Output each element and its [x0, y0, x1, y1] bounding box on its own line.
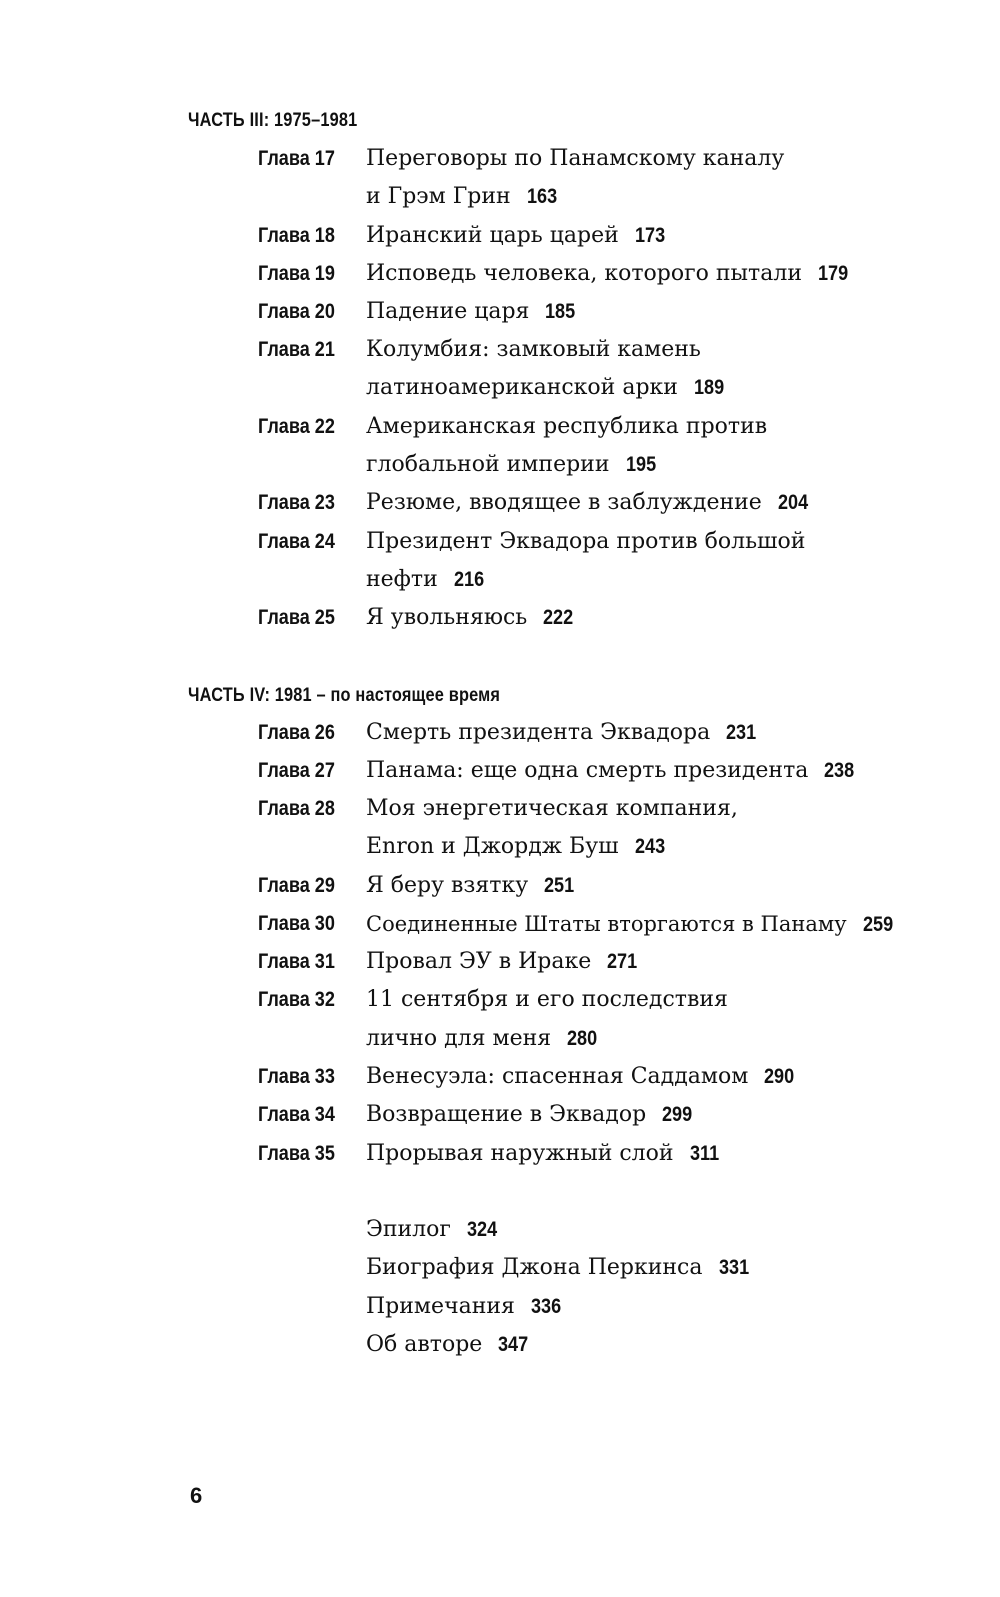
backmatter-entry	[0, 1326, 1000, 1364]
chapter-page: 179	[817, 262, 849, 285]
chapter-title-line2	[366, 178, 562, 216]
chapter-title-cont: нефти	[366, 567, 438, 592]
chapter-title-line2	[366, 828, 670, 866]
chapter-title-cont: глобальной империи	[366, 452, 610, 477]
chapter-page: 243	[634, 835, 665, 858]
backmatter-title: Об авторе	[366, 1332, 483, 1357]
chapter-title-line	[366, 905, 898, 944]
toc-entry	[0, 293, 1000, 331]
chapter-title: Иранский царь царей	[366, 223, 619, 248]
toc-entry	[0, 752, 1000, 790]
chapter-page: 163	[526, 185, 557, 208]
chapter-title-line	[366, 599, 578, 637]
chapter-title: Прорывая наружный слой	[366, 1141, 674, 1166]
chapter-label: Глава 27	[258, 759, 335, 782]
toc-entry	[0, 714, 1000, 752]
toc-entry	[0, 1096, 1000, 1134]
chapter-title-line2	[366, 446, 661, 484]
chapter-page: 280	[567, 1027, 598, 1050]
toc-entry	[0, 981, 1000, 1019]
toc-entry	[0, 140, 1000, 178]
toc-entry	[0, 523, 1000, 561]
chapter-title-line2	[366, 561, 489, 599]
chapter-label: Глава 20	[258, 300, 335, 323]
chapter-title: Панама: еще одна смерть президента	[366, 758, 809, 783]
backmatter-page: 324	[466, 1218, 498, 1241]
chapter-page: 222	[543, 606, 574, 629]
toc-entry	[0, 905, 1000, 943]
chapter-page: 299	[662, 1103, 693, 1126]
chapter-title-line	[366, 867, 579, 905]
backmatter-title: Эпилог	[366, 1217, 451, 1242]
toc-entry	[0, 255, 1000, 293]
toc-entry-continuation	[0, 1020, 1000, 1058]
chapter-page: 231	[726, 721, 757, 744]
part-heading: ЧАСТЬ III: 1975–1981	[188, 110, 358, 131]
chapter-label: Глава 29	[258, 874, 335, 897]
chapter-page: 259	[862, 913, 893, 936]
chapter-label: Глава 32	[258, 988, 335, 1011]
backmatter-title-line	[366, 1326, 533, 1364]
chapter-page: 271	[607, 950, 638, 973]
page-number: 6	[190, 1483, 203, 1508]
chapter-title-line	[366, 943, 642, 981]
chapter-page: 290	[764, 1065, 795, 1088]
chapter-title: Падение царя	[366, 299, 530, 324]
chapter-page: 311	[689, 1142, 719, 1165]
chapter-label: Глава 23	[258, 491, 335, 514]
toc-entry-continuation	[0, 561, 1000, 599]
chapter-title-line	[366, 255, 853, 293]
backmatter-page: 336	[530, 1295, 562, 1318]
chapter-title: Исповедь человека, которого пытали	[366, 261, 802, 286]
chapter-title: Я увольняюсь	[366, 605, 528, 630]
chapter-page: 185	[545, 300, 576, 323]
chapter-label: Глава 17	[258, 147, 335, 170]
chapter-label: Глава 26	[258, 721, 335, 744]
chapter-title-cont: латиноамериканской арки	[366, 375, 678, 400]
chapter-label: Глава 21	[258, 338, 335, 361]
chapter-title-line	[366, 217, 670, 255]
toc-entry	[0, 217, 1000, 255]
part-heading: ЧАСТЬ IV: 1981 – по настоящее время	[188, 685, 501, 706]
chapter-title: Я беру взятку	[366, 873, 529, 898]
chapter-page: 195	[625, 453, 656, 476]
backmatter-title: Примечания	[366, 1294, 515, 1319]
chapter-page: 204	[777, 491, 808, 514]
chapter-title: Моя энергетическая компания,	[366, 796, 738, 821]
chapter-title-line	[366, 714, 761, 752]
chapter-title-line	[366, 752, 859, 790]
toc-entry-continuation	[0, 446, 1000, 484]
chapter-label: Глава 31	[258, 950, 335, 973]
chapter-page: 251	[544, 874, 575, 897]
chapter-label: Глава 22	[258, 415, 335, 438]
toc-entry-continuation	[0, 178, 1000, 216]
backmatter-page: 331	[718, 1256, 749, 1279]
chapter-title: Колумбия: замковый камень	[366, 337, 701, 362]
backmatter-title-line	[366, 1211, 502, 1249]
backmatter-title-line	[366, 1288, 566, 1326]
chapter-label: Глава 28	[258, 797, 335, 820]
chapter-title: Смерть президента Эквадора	[366, 720, 711, 745]
chapter-label: Глава 34	[258, 1103, 335, 1126]
chapter-title: Провал ЭУ в Ираке	[366, 949, 592, 974]
toc-entry	[0, 1058, 1000, 1096]
chapter-label: Глава 33	[258, 1065, 335, 1088]
toc-entry	[0, 867, 1000, 905]
chapter-label: Глава 25	[258, 606, 335, 629]
chapter-title: Возвращение в Эквадор	[366, 1102, 647, 1127]
chapter-title: Резюме, вводящее в заблуждение	[366, 490, 762, 515]
chapter-label: Глава 18	[258, 224, 335, 247]
chapter-title-line	[366, 1135, 723, 1173]
chapter-title: Переговоры по Панамскому каналу	[366, 146, 785, 171]
toc-entry	[0, 408, 1000, 446]
chapter-title-line2	[366, 1020, 602, 1058]
chapter-label: Глава 35	[258, 1142, 335, 1165]
backmatter-page: 347	[498, 1333, 529, 1356]
toc-entry	[0, 1135, 1000, 1173]
toc-entry	[0, 484, 1000, 522]
backmatter-entry	[0, 1249, 1000, 1287]
chapter-page: 173	[634, 224, 665, 247]
chapter-title-cont: и Грэм Грин	[366, 184, 511, 209]
toc-entry-continuation	[0, 369, 1000, 407]
toc-entry	[0, 599, 1000, 637]
backmatter-entry	[0, 1288, 1000, 1326]
chapter-title: Соединенные Штаты вторгаются в Панаму	[366, 912, 847, 936]
toc-entry	[0, 943, 1000, 981]
toc-entry	[0, 790, 1000, 828]
chapter-label: Глава 19	[258, 262, 335, 285]
chapter-label: Глава 24	[258, 530, 335, 553]
chapter-title-line	[366, 1096, 697, 1134]
chapter-title-line	[366, 293, 580, 331]
backmatter-title: Биография Джона Перкинса	[366, 1255, 703, 1280]
chapter-page: 238	[824, 759, 855, 782]
chapter-label: Глава 30	[258, 912, 335, 935]
chapter-title-line	[366, 1058, 799, 1096]
chapter-title-cont: Enron и Джордж Буш	[366, 834, 619, 859]
chapter-title: Президент Эквадора против большой	[366, 529, 806, 554]
chapter-title: Американская республика против	[366, 414, 768, 439]
chapter-title: Венесуэла: спасенная Саддамом	[366, 1064, 749, 1089]
chapter-title-cont: лично для меня	[366, 1026, 552, 1051]
backmatter-title-line	[366, 1249, 754, 1287]
backmatter-entry	[0, 1211, 1000, 1249]
chapter-title-line	[366, 484, 813, 522]
chapter-page: 216	[453, 568, 484, 591]
toc-entry-continuation	[0, 828, 1000, 866]
chapter-page: 189	[693, 376, 725, 399]
chapter-title-line2	[366, 369, 729, 407]
toc-entry	[0, 331, 1000, 369]
chapter-title: 11 сентября и его последствия	[366, 987, 728, 1012]
